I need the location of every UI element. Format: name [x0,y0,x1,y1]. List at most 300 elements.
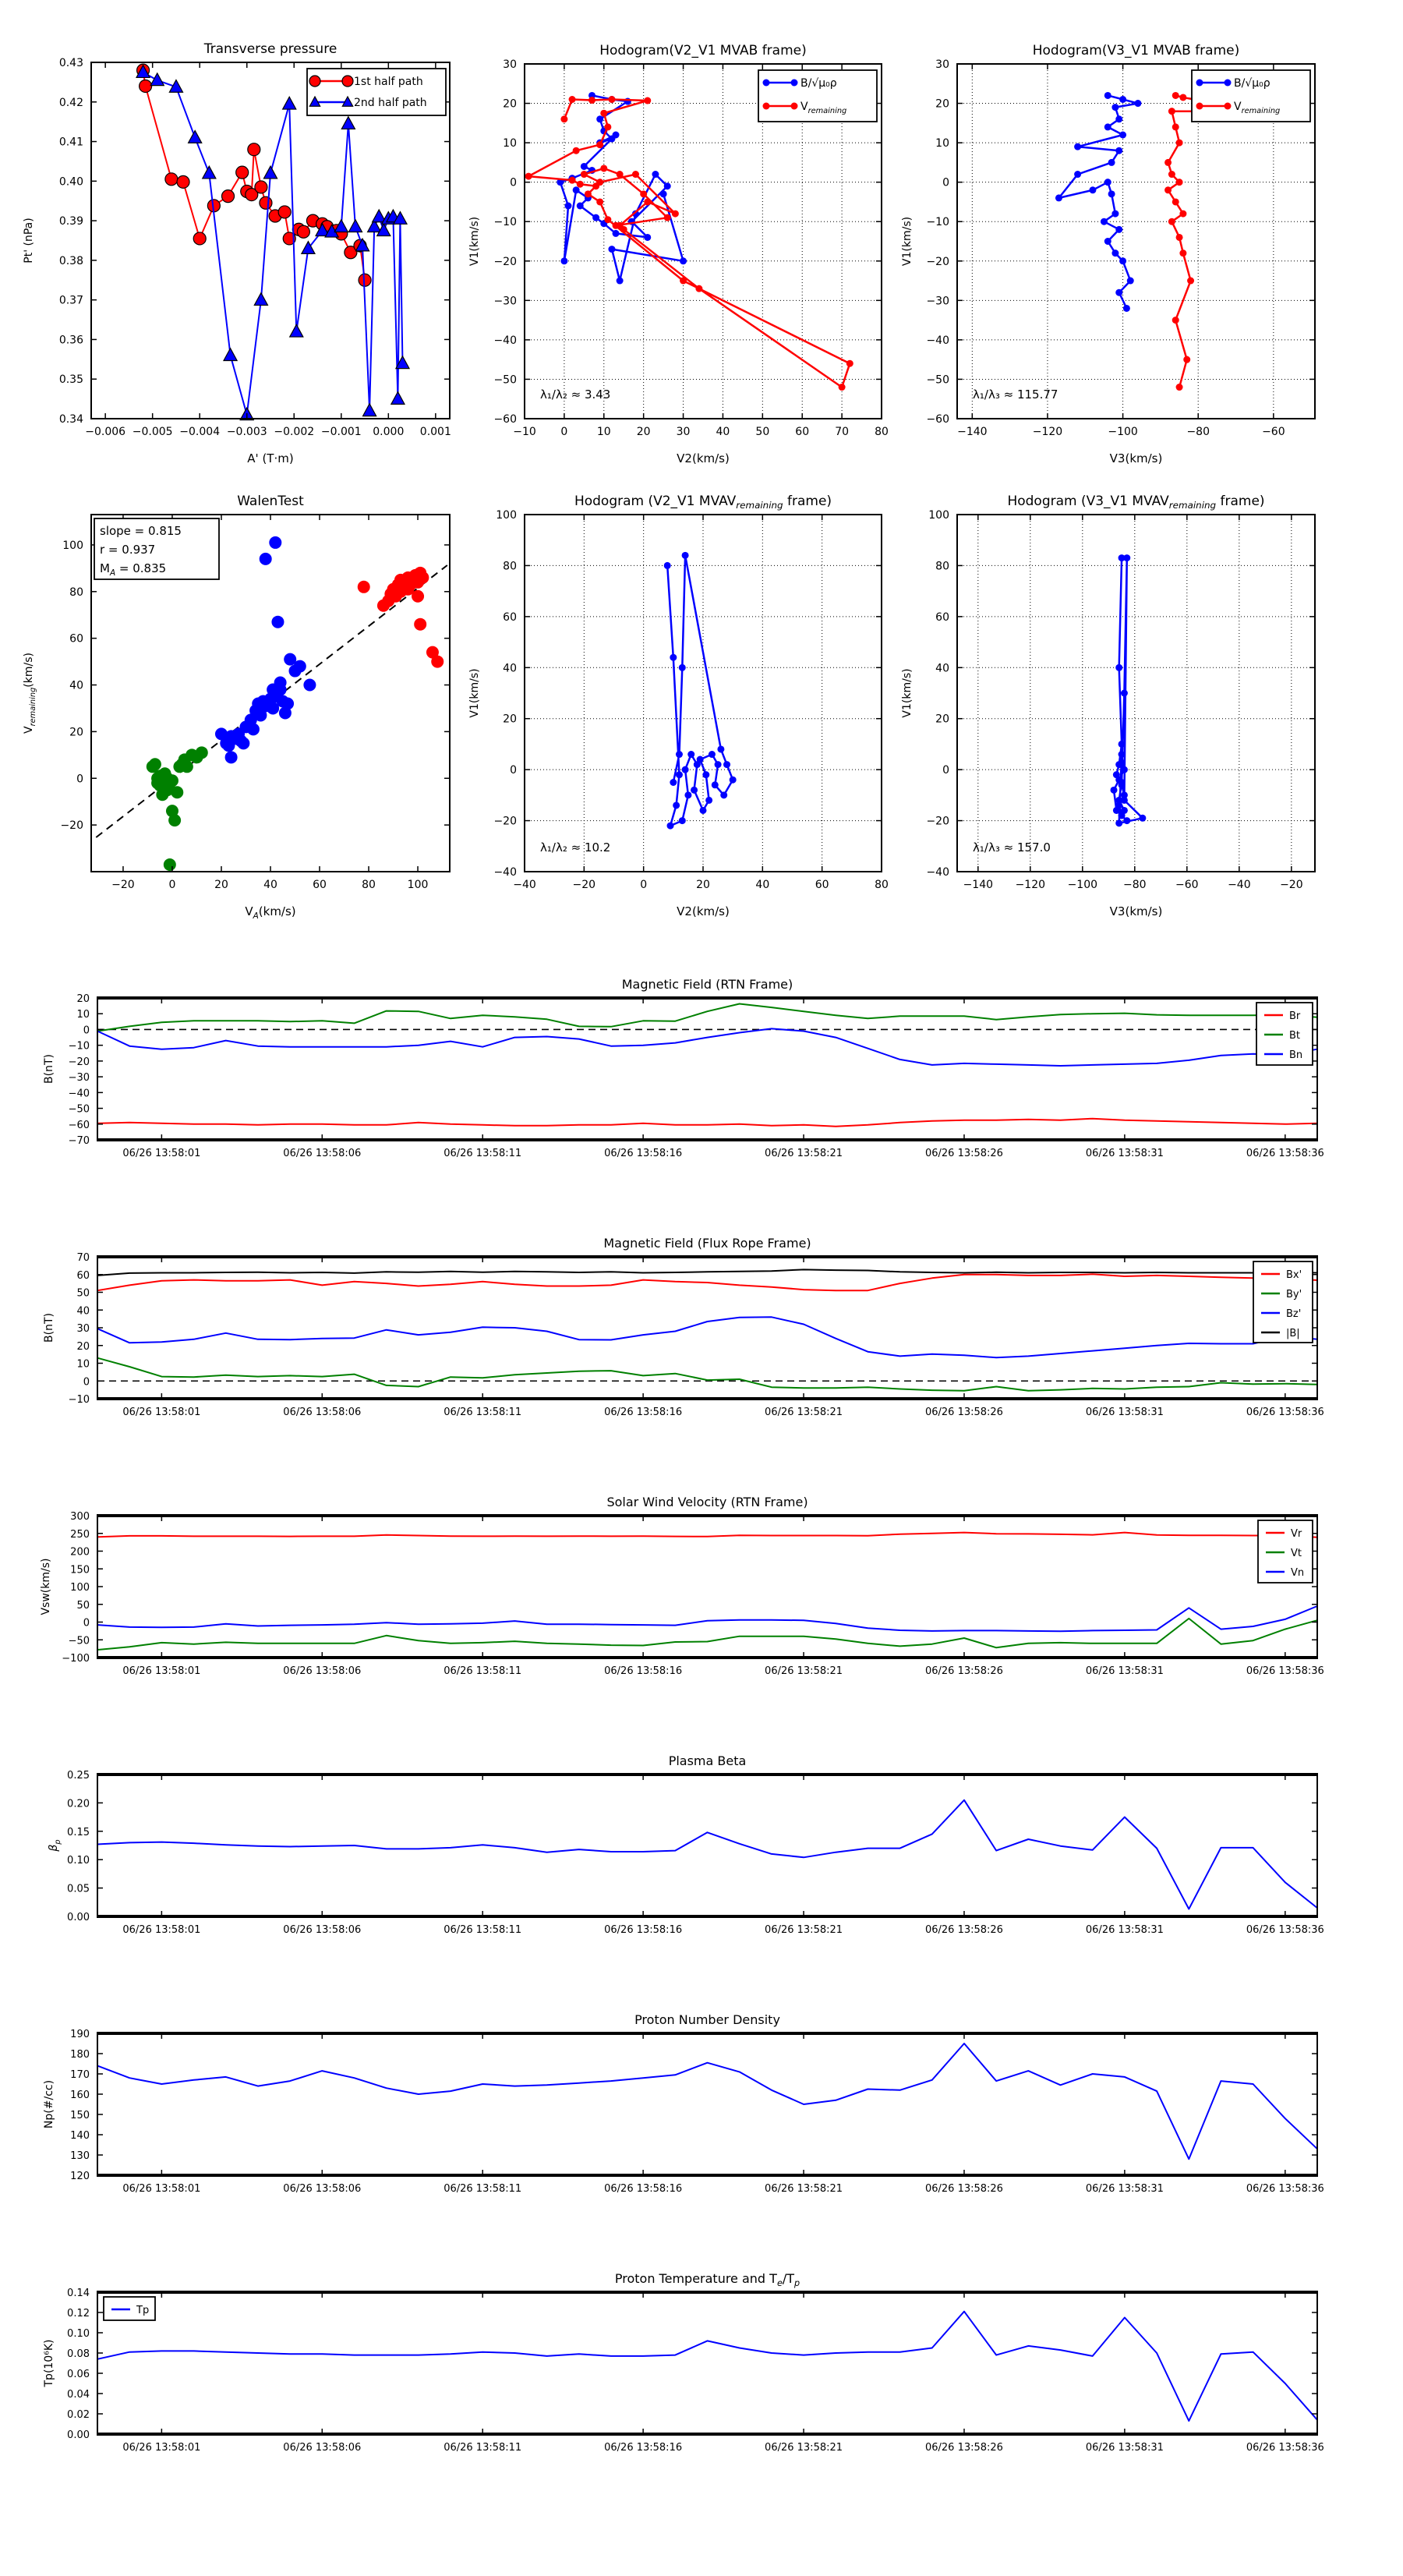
x-tick-label: 06/26 13:58:11 [444,1148,522,1159]
y-tick-label: 0.35 [58,373,83,387]
x-tick-label: −0.003 [226,426,267,438]
lambda-ratio-annotation: λ₁/λ₃ ≈ 157.0 [973,840,1051,855]
series-Vt [97,1619,1317,1650]
panel-title: Hodogram (V2_V1 $MVAV_{remaining}$ frame) [574,494,832,511]
tick-labels [69,1252,1324,1418]
ticks [97,2292,1317,2434]
panel-plasma-beta [48,1753,1324,1936]
x-tick-label: −80 [1186,426,1210,438]
x-tick-label: 06/26 13:58:21 [765,1407,843,1418]
panel-mag-fluxrope [43,1236,1324,1418]
x-tick-label: 50 [755,426,770,438]
y-tick-label: 0 [83,1617,90,1629]
legend-label: Vt [1291,1548,1302,1559]
x-tick-label: −100 [1108,426,1138,438]
y-tick-label: −10 [493,216,517,229]
x-tick-label: 0.000 [373,426,405,438]
x-tick-label: 06/26 13:58:36 [1246,1924,1324,1936]
x-tick-label: 06/26 13:58:21 [765,1665,843,1677]
panel-proton-temp [43,2271,1324,2454]
y-tick-label: −40 [493,866,517,879]
y-tick-label: 40 [76,1305,90,1318]
x-tick-label: 06/26 13:58:26 [924,1148,1003,1159]
legend-label: Bx' [1286,1269,1302,1281]
x-tick-label: 20 [214,879,228,891]
x-tick-label: 06/26 13:58:31 [1085,2183,1164,2195]
grid [525,515,882,872]
x-tick-label: 06/26 13:58:16 [604,2183,683,2195]
x-tick-label: 06/26 13:58:11 [444,1924,522,1936]
x-tick-label: 40 [755,879,770,891]
series-B-hodogram [1055,92,1141,312]
y-tick-label: −10 [926,216,949,229]
series-V-remaining-hodogram [1111,554,1147,826]
legend-label: B/√μ₀ρ [800,77,837,90]
x-axis-label: $V_A(km/s)$ [245,904,296,921]
y-tick-label: 10 [935,137,949,150]
y-tick-label: −40 [926,866,949,879]
legend-label: B/√μ₀ρ [1234,77,1270,90]
x-tick-label: 06/26 13:58:31 [1085,2442,1164,2454]
series-beta_p [97,1800,1317,1909]
y-tick-label: −30 [493,295,517,308]
y-tick-label: 0.00 [67,1912,90,1923]
y-tick-label: 70 [76,1252,90,1264]
y-tick-label: 250 [70,1528,90,1541]
series-Np [97,2043,1317,2159]
y-tick-label: 160 [70,2089,90,2101]
x-axis-label: V2(km/s) [677,904,730,918]
y-tick-label: 60 [503,610,517,624]
y-tick-label: 60 [69,632,83,646]
y-tick-label: 0 [83,1024,90,1037]
y-tick-label: 10 [503,137,517,150]
y-axis-label: V1(km/s) [901,668,914,718]
series-Bt [97,1004,1317,1031]
panel-hodogram-v2v1-mvab [468,43,889,465]
legend [307,69,446,115]
panel-title: Proton Number Density [634,2012,780,2027]
x-tick-label: −20 [572,879,596,891]
x-tick-label: −140 [957,426,988,438]
x-tick-label: −100 [1067,879,1098,891]
series-V-remaining-hodogram [525,96,853,391]
x-axis-label: V2(km/s) [677,451,730,465]
legend-label: Bt [1289,1030,1301,1042]
y-tick-label: 0.36 [58,334,83,347]
x-tick-label: 06/26 13:58:16 [604,2442,683,2454]
y-tick-label: −50 [493,373,517,387]
y-tick-label: 0.10 [67,1855,90,1867]
x-tick-label: −80 [1123,879,1147,891]
panel-title: Hodogram(V2_V1 MVAB frame) [599,43,807,58]
y-tick-label: −60 [68,1119,90,1131]
x-tick-label: 06/26 13:58:21 [765,1148,843,1159]
y-axis-label: $V_{remaining}(km/s)$ [23,653,37,734]
x-tick-label: 06/26 13:58:01 [122,1148,201,1159]
x-tick-label: 20 [636,426,651,438]
panel-title: Plasma Beta [668,1753,747,1768]
y-tick-label: 0.42 [58,96,83,109]
x-tick-label: 06/26 13:58:16 [604,1407,683,1418]
y-tick-label: 20 [935,713,949,726]
legend-label: $V_{remaining}$ [1234,101,1281,115]
panel-proton-density [43,2012,1324,2195]
axes-spines [97,2033,1318,2175]
legend-label: Br [1289,1010,1301,1022]
x-tick-label: −20 [1280,879,1303,891]
x-tick-label: 0.001 [419,426,451,438]
y-tick-label: 100 [70,1582,90,1594]
x-tick-label: 80 [362,879,376,891]
y-tick-label: −100 [62,1653,90,1665]
axes-spines [97,998,1318,1140]
y-tick-label: 0 [942,764,949,777]
legend-label: Tp [136,2305,150,2316]
y-tick-label: −50 [68,1103,90,1116]
ticks [97,998,1317,1140]
legend-label: Bn [1289,1049,1303,1061]
axes-spines [97,2292,1318,2434]
x-tick-label: 06/26 13:58:26 [924,1407,1003,1418]
panel-transverse-pressure [23,41,451,465]
x-tick-label: 06/26 13:58:31 [1085,1407,1164,1418]
y-tick-label: 140 [70,2130,90,2142]
y-tick-label: 30 [76,1323,90,1335]
x-tick-label: −120 [1015,879,1046,891]
y-tick-label: 300 [70,1511,90,1523]
y-tick-label: 20 [69,726,83,739]
y-tick-label: 0.34 [58,413,83,426]
x-tick-label: 40 [716,426,730,438]
lambda-ratio-annotation: λ₁/λ₃ ≈ 115.77 [973,387,1058,402]
y-tick-label: 0.12 [67,2308,90,2319]
x-tick-label: 06/26 13:58:06 [283,2442,362,2454]
x-tick-label: −10 [513,426,536,438]
x-tick-label: −0.006 [85,426,126,438]
x-tick-label: −140 [963,879,994,891]
x-tick-label: 06/26 13:58:11 [444,2183,522,2195]
x-tick-label: 06/26 13:58:16 [604,1665,683,1677]
y-tick-label: −10 [68,1394,90,1406]
tick-labels [67,1770,1324,1936]
y-tick-label: 40 [69,679,83,692]
x-tick-label: −0.004 [179,426,221,438]
y-tick-label: −40 [493,334,517,347]
x-tick-label: 06/26 13:58:01 [122,2183,201,2195]
panel-title: Magnetic Field (RTN Frame) [621,977,793,992]
y-tick-label: −60 [926,413,949,426]
tick-labels [70,2029,1324,2195]
x-tick-label: 06/26 13:58:31 [1085,1665,1164,1677]
y-tick-label: −50 [926,373,949,387]
y-tick-label: 170 [70,2069,90,2081]
y-tick-label: 150 [70,1564,90,1576]
y-tick-label: 40 [503,662,517,675]
x-tick-label: 40 [263,879,277,891]
y-tick-label: 190 [70,2029,90,2040]
y-axis-label: V1(km/s) [468,216,481,267]
x-tick-label: 100 [407,879,429,891]
x-tick-label: 06/26 13:58:01 [122,1924,201,1936]
y-tick-label: −20 [926,255,949,268]
legend-label: 2nd half path [354,97,427,109]
x-tick-label: 06/26 13:58:11 [444,1665,522,1677]
y-tick-label: 30 [503,58,517,71]
y-tick-label: 0.41 [58,136,83,149]
lambda-ratio-annotation: λ₁/λ₂ ≈ 3.43 [540,387,611,402]
y-tick-label: 80 [69,586,83,599]
x-tick-label: 06/26 13:58:21 [765,2442,843,2454]
x-tick-label: 60 [313,879,327,891]
x-tick-label: 06/26 13:58:06 [283,2183,362,2195]
y-tick-label: 50 [76,1599,90,1612]
ticks [97,1257,1317,1399]
y-axis-label: B(nT) [43,1054,55,1084]
series-Tp [97,2312,1317,2421]
x-tick-label: 06/26 13:58:36 [1246,2183,1324,2195]
y-tick-label: −40 [68,1088,90,1100]
y-tick-label: 0.14 [67,2288,90,2299]
panel-title: Hodogram (V3_V1 $MVAV_{remaining}$ frame) [1007,494,1265,511]
x-tick-label: 06/26 13:58:11 [444,2442,522,2454]
axes-spines [97,1775,1318,1916]
legend-label: |B| [1286,1328,1300,1339]
y-tick-label: 100 [928,509,949,522]
stats-line: $M_A = 0.835$ [100,561,167,578]
y-tick-label: −20 [493,255,517,268]
ticks [97,1775,1317,1916]
legend [758,70,877,122]
y-tick-label: 20 [76,1340,90,1353]
legend [1256,1003,1313,1065]
y-axis-label: Tp(10⁶K) [43,2339,55,2387]
panel-title: Proton Temperature and $T_e/T_p$ [614,2271,800,2288]
x-tick-label: 06/26 13:58:26 [924,2442,1003,2454]
series-B-hodogram [557,92,687,285]
y-tick-label: −10 [68,1040,90,1053]
x-tick-label: −60 [1262,426,1285,438]
x-axis-label: A' (T·m) [247,451,294,465]
series-Bn [97,1028,1317,1066]
stats-line: r = 0.937 [100,543,156,557]
series-last-segment [358,567,444,668]
x-tick-label: −0.001 [320,426,362,438]
legend-label: Bz' [1286,1308,1302,1320]
legend-label: $V_{remaining}$ [800,101,847,115]
series-By' [97,1358,1317,1391]
x-axis-label: V3(km/s) [1109,451,1163,465]
panel-velocity-rtn [40,1495,1324,1677]
y-tick-label: 0.02 [67,2409,90,2421]
y-tick-label: 0 [510,764,517,777]
y-tick-label: 10 [76,1009,90,1021]
y-tick-label: −20 [60,819,83,833]
panel-hodogram-v3v1-mvav [901,494,1315,918]
x-tick-label: −60 [1175,879,1199,891]
stats-line: slope = 0.815 [100,524,182,538]
y-axis-label: B(nT) [43,1313,55,1343]
x-tick-label: 80 [875,426,889,438]
y-tick-label: 100 [496,509,517,522]
x-tick-label: 06/26 13:58:36 [1246,1148,1324,1159]
tick-labels [67,2288,1324,2454]
panel-title: Solar Wind Velocity (RTN Frame) [606,1495,808,1509]
y-tick-label: 0 [942,176,949,189]
x-tick-label: 06/26 13:58:26 [924,2183,1003,2195]
y-tick-label: 80 [503,560,517,573]
x-tick-label: 60 [815,879,829,891]
stats-box [94,518,219,579]
y-tick-label: −30 [926,295,949,308]
series-Vn [97,1606,1317,1631]
series-Vr [97,1533,1317,1537]
x-tick-label: 06/26 13:58:01 [122,1407,201,1418]
panel-hodogram-v3v1-mvab [901,43,1315,465]
legend [1258,1520,1313,1583]
y-tick-label: 180 [70,2049,90,2061]
y-tick-label: 0.25 [67,1770,90,1782]
y-tick-label: 0.04 [67,2389,90,2401]
y-tick-label: 0.40 [58,175,83,189]
series-first-segment [147,746,208,871]
y-tick-label: 0.39 [58,215,83,228]
x-tick-label: 0 [168,879,176,891]
x-axis-label: V3(km/s) [1109,904,1163,918]
x-tick-label: 06/26 13:58:31 [1085,1148,1164,1159]
panel-title: Magnetic Field (Flux Rope Frame) [603,1236,811,1251]
legend-label: Vn [1291,1567,1305,1579]
y-tick-label: 0.15 [67,1826,90,1838]
x-tick-label: 06/26 13:58:06 [283,1407,362,1418]
y-axis-label: Np(#/cc) [43,2079,55,2129]
y-axis-label: Pt' (nPa) [23,218,35,264]
x-tick-label: 06/26 13:58:21 [765,1924,843,1936]
x-tick-label: −20 [111,879,135,891]
y-tick-label: 0.00 [67,2429,90,2441]
tick-labels [60,540,428,891]
series-middle-segment [215,536,316,763]
y-tick-label: 20 [503,97,517,111]
x-tick-label: −120 [1032,426,1063,438]
x-tick-label: −0.002 [274,426,315,438]
x-tick-label: 06/26 13:58:26 [924,1924,1003,1936]
ticks [957,515,1315,872]
x-tick-label: −0.005 [132,426,173,438]
y-tick-label: 50 [76,1287,90,1300]
x-tick-label: 06/26 13:58:36 [1246,1407,1324,1418]
tick-labels [926,509,1302,891]
x-tick-label: 06/26 13:58:06 [283,1148,362,1159]
x-tick-label: 06/26 13:58:01 [122,2442,201,2454]
y-tick-label: 0.10 [67,2328,90,2340]
x-tick-label: 06/26 13:58:36 [1246,2442,1324,2454]
legend [104,2297,155,2320]
y-axis-label: V1(km/s) [468,668,481,718]
y-tick-label: −30 [68,1072,90,1085]
y-tick-label: −40 [926,334,949,347]
legend [1253,1261,1313,1343]
x-tick-label: 60 [795,426,810,438]
series-|B| [97,1269,1317,1276]
x-tick-label: 06/26 13:58:31 [1085,1924,1164,1936]
series-V-remaining-hodogram [664,552,737,830]
x-tick-label: 10 [596,426,611,438]
y-tick-label: 0 [83,1376,90,1389]
x-tick-label: 30 [676,426,691,438]
series-Bz' [97,1317,1317,1357]
y-tick-label: 0.20 [67,1798,90,1810]
y-tick-label: 60 [76,1269,90,1282]
y-tick-label: −20 [926,815,949,828]
y-tick-label: 0.43 [58,57,83,69]
panel-title: Transverse pressure [203,41,337,57]
series-Bx' [97,1274,1317,1290]
x-tick-label: −40 [513,879,536,891]
x-tick-label: 06/26 13:58:06 [283,1924,362,1936]
legend-label: 1st half path [354,76,423,88]
legend [1192,70,1310,122]
y-tick-label: 0 [510,176,517,189]
series-V-remaining-hodogram [1164,92,1213,391]
y-tick-label: −50 [68,1635,90,1647]
x-tick-label: 06/26 13:58:36 [1246,1665,1324,1677]
y-tick-label: 0.06 [67,2369,90,2380]
y-tick-label: 20 [76,993,90,1005]
y-tick-label: 0.38 [58,254,83,267]
y-tick-label: 0.37 [58,294,83,307]
x-tick-label: 80 [875,879,889,891]
y-tick-label: 120 [70,2171,90,2182]
y-tick-label: −70 [68,1135,90,1147]
y-tick-label: 20 [935,97,949,111]
y-axis-label: $\beta_p$ [48,1839,62,1852]
y-tick-label: 20 [503,713,517,726]
x-tick-label: 06/26 13:58:26 [924,1665,1003,1677]
y-tick-label: 0.08 [67,2348,90,2360]
y-tick-label: 30 [935,58,949,71]
ticks [97,2033,1317,2175]
grid [957,515,1315,872]
x-tick-label: 06/26 13:58:21 [765,2183,843,2195]
x-tick-label: 06/26 13:58:16 [604,1148,683,1159]
legend-label: By' [1286,1289,1302,1300]
y-tick-label: −20 [493,815,517,828]
y-tick-label: 40 [935,662,949,675]
y-tick-label: 150 [70,2110,90,2121]
x-tick-label: 06/26 13:58:11 [444,1407,522,1418]
tick-labels [69,993,1324,1159]
y-tick-label: 80 [935,560,949,573]
panel-walen-test [23,494,450,921]
lambda-ratio-annotation: λ₁/λ₂ ≈ 10.2 [540,840,611,855]
y-axis-label: V1(km/s) [901,216,914,267]
series-Br [97,1119,1317,1127]
panel-title: Hodogram(V3_V1 MVAB frame) [1032,43,1240,58]
y-tick-label: 0 [76,773,83,786]
x-tick-label: 0 [640,879,648,891]
x-tick-label: 06/26 13:58:16 [604,1924,683,1936]
y-tick-label: 60 [935,610,949,624]
x-tick-label: 06/26 13:58:01 [122,1665,201,1677]
x-tick-label: 0 [560,426,568,438]
x-tick-label: −40 [1228,879,1251,891]
x-tick-label: 06/26 13:58:06 [283,1665,362,1677]
x-tick-label: 70 [835,426,850,438]
y-tick-label: −20 [68,1056,90,1068]
axes-spines [957,515,1315,872]
series-2nd half path [136,65,409,420]
